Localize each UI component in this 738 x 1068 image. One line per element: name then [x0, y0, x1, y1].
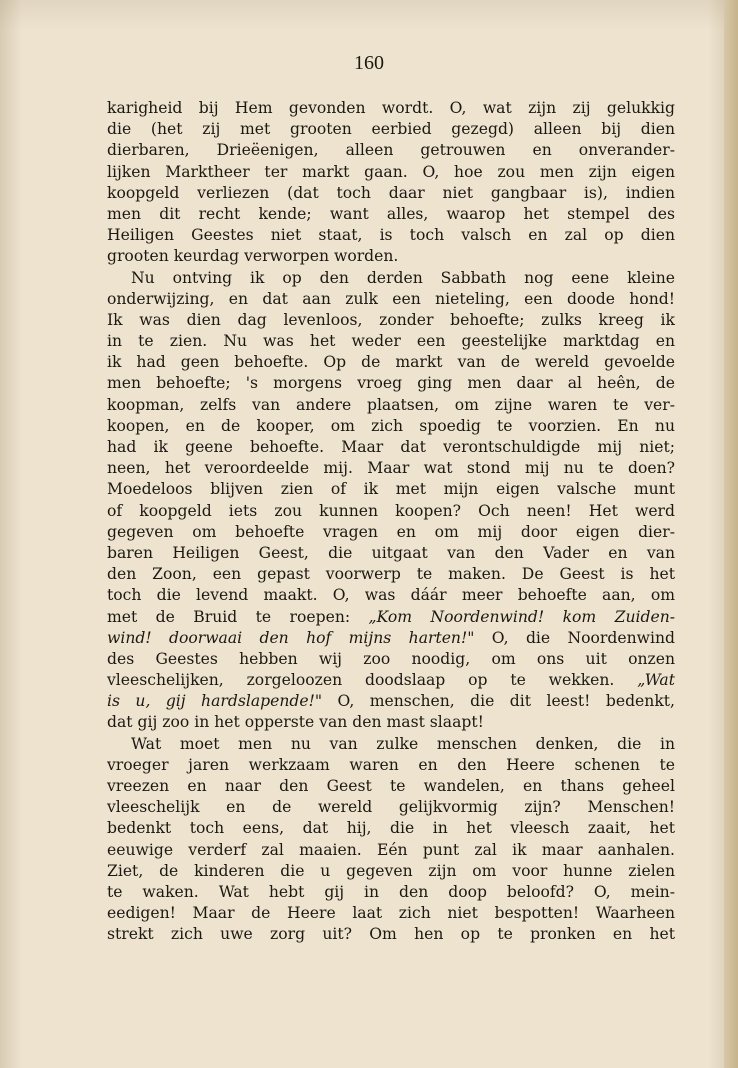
text-line: [107, 670, 675, 691]
text-line: [107, 628, 675, 649]
text-line: koopen, en de kooper, om zich spoedig te voorzien. En nu: [107, 416, 675, 435]
text-line: ik had geen behoefte. Op de markt van de wereld gevoelde: [107, 353, 675, 372]
text-segment: O, die Noordenwind: [474, 628, 675, 647]
body-text: [107, 98, 675, 946]
text-line: men behoefte; 's morgens vroeg ging men daar al heên, de: [107, 374, 675, 393]
italic-segment: „Kom Noordenwind! kom Zuiden-: [368, 607, 676, 626]
text-line: had ik geene behoefte. Maar dat verontschuldigde mij niet;: [107, 438, 675, 456]
text-line: [107, 691, 675, 712]
page-edge: [724, 0, 738, 1068]
text-line: of koopgeld iets zou kunnen koopen? Och neen! Het werd: [107, 501, 675, 520]
text-line: eedigen! Maar de Heere laat zich niet bespotten! Waarheen: [107, 904, 675, 923]
text-segment: vleeschelijken, zorgeloozen doodslaap op te wekken.: [107, 671, 638, 690]
page-number: 160: [354, 52, 384, 74]
text-line: Ik was dien dag levenloos, zonder behoefte; zulks kreeg ik: [107, 310, 675, 329]
text-line: men dit recht kende; want alles, waarop het stempel des: [107, 204, 675, 223]
text-line: vleeschelijk en de wereld gelijkvormig zijn? Menschen!: [107, 798, 675, 817]
text-line: onderwijzing, en dat aan zulk een nieteling, een doode hond!: [107, 289, 675, 308]
text-line: gegeven om behoefte vragen en om mij door eigen dier-: [107, 522, 675, 541]
text-line: in te zien. Nu was het weder een geestelijke marktdag en: [107, 332, 675, 351]
text-line: strekt zich uwe zorg uit? Om hen op te pronken en het: [107, 925, 675, 944]
text-line: te waken. Wat hebt gij in den doop beloofd? O, mein-: [107, 882, 675, 901]
text-line: vroeger jaren werkzaam waren en den Heere schenen te: [107, 755, 675, 774]
text-line: [107, 607, 675, 628]
text-segment: met de Bruid te roepen:: [107, 607, 369, 626]
text-line: den Zoon, een gepast voorwerp te maken. De Geest is het: [107, 565, 675, 584]
text-line: toch die levend maakt. O, was dáár meer behoefte aan, om: [107, 586, 675, 605]
text-line: des Geestes hebben wij zoo noodig, om ons uit onzen: [107, 649, 675, 668]
italic-segment: wind! doorwaai den hof mijns harten!": [107, 628, 475, 647]
text-line: Nu ontving ik op den derden Sabbath nog eene kleine: [131, 268, 675, 287]
text-line: vreezen en naar den Geest te wandelen, en thans geheel: [107, 777, 675, 795]
text-line: karigheid bij Hem gevonden wordt. O, wat zijn zij gelukkig: [107, 99, 675, 117]
text-segment: O, menschen, die dit leest! bedenkt,: [322, 692, 675, 711]
text-line: eeuwige verderf zal maaien. Eén punt zal ik maar aanhalen.: [107, 840, 675, 859]
italic-segment: „Wat: [637, 671, 675, 690]
text-line: die (het zij met grooten eerbied gezegd) alleen bij dien: [107, 120, 675, 139]
text-line: Moedeloos blijven zien of ik met mijn eigen valsche munt: [107, 480, 675, 499]
text-line: Wat moet men nu van zulke menschen denken, die in: [131, 734, 675, 753]
text-line: bedenkt toch eens, dat hij, die in het vleesch zaait, het: [107, 819, 675, 838]
text-line: baren Heiligen Geest, die uitgaat van den Vader en van: [107, 543, 675, 562]
text-line: Ziet, de kinderen die u gegeven zijn om voor hunne zielen: [107, 861, 675, 880]
text-line: dat gij zoo in het opperste van den mast slaapt!: [107, 713, 484, 732]
text-line: koopman, zelfs van andere plaatsen, om zijne waren te ver-: [107, 395, 675, 414]
italic-segment: is u, gij hardslapende!": [107, 692, 323, 711]
text-line: dierbaren, Drieëenigen, alleen getrouwen en onverander-: [107, 141, 675, 160]
text-line: lijken Marktheer ter markt gaan. O, hoe zou men zijn eigen: [107, 162, 675, 181]
text-line: neen, het veroordeelde mij. Maar wat stond mij nu te doen?: [107, 459, 675, 478]
text-line: Heiligen Geestes niet staat, is toch valsch en zal op dien: [107, 226, 675, 245]
text-line: koopgeld verliezen (dat toch daar niet gangbaar is), indien: [107, 183, 675, 202]
text-line: grooten keurdag verworpen worden.: [107, 247, 399, 266]
